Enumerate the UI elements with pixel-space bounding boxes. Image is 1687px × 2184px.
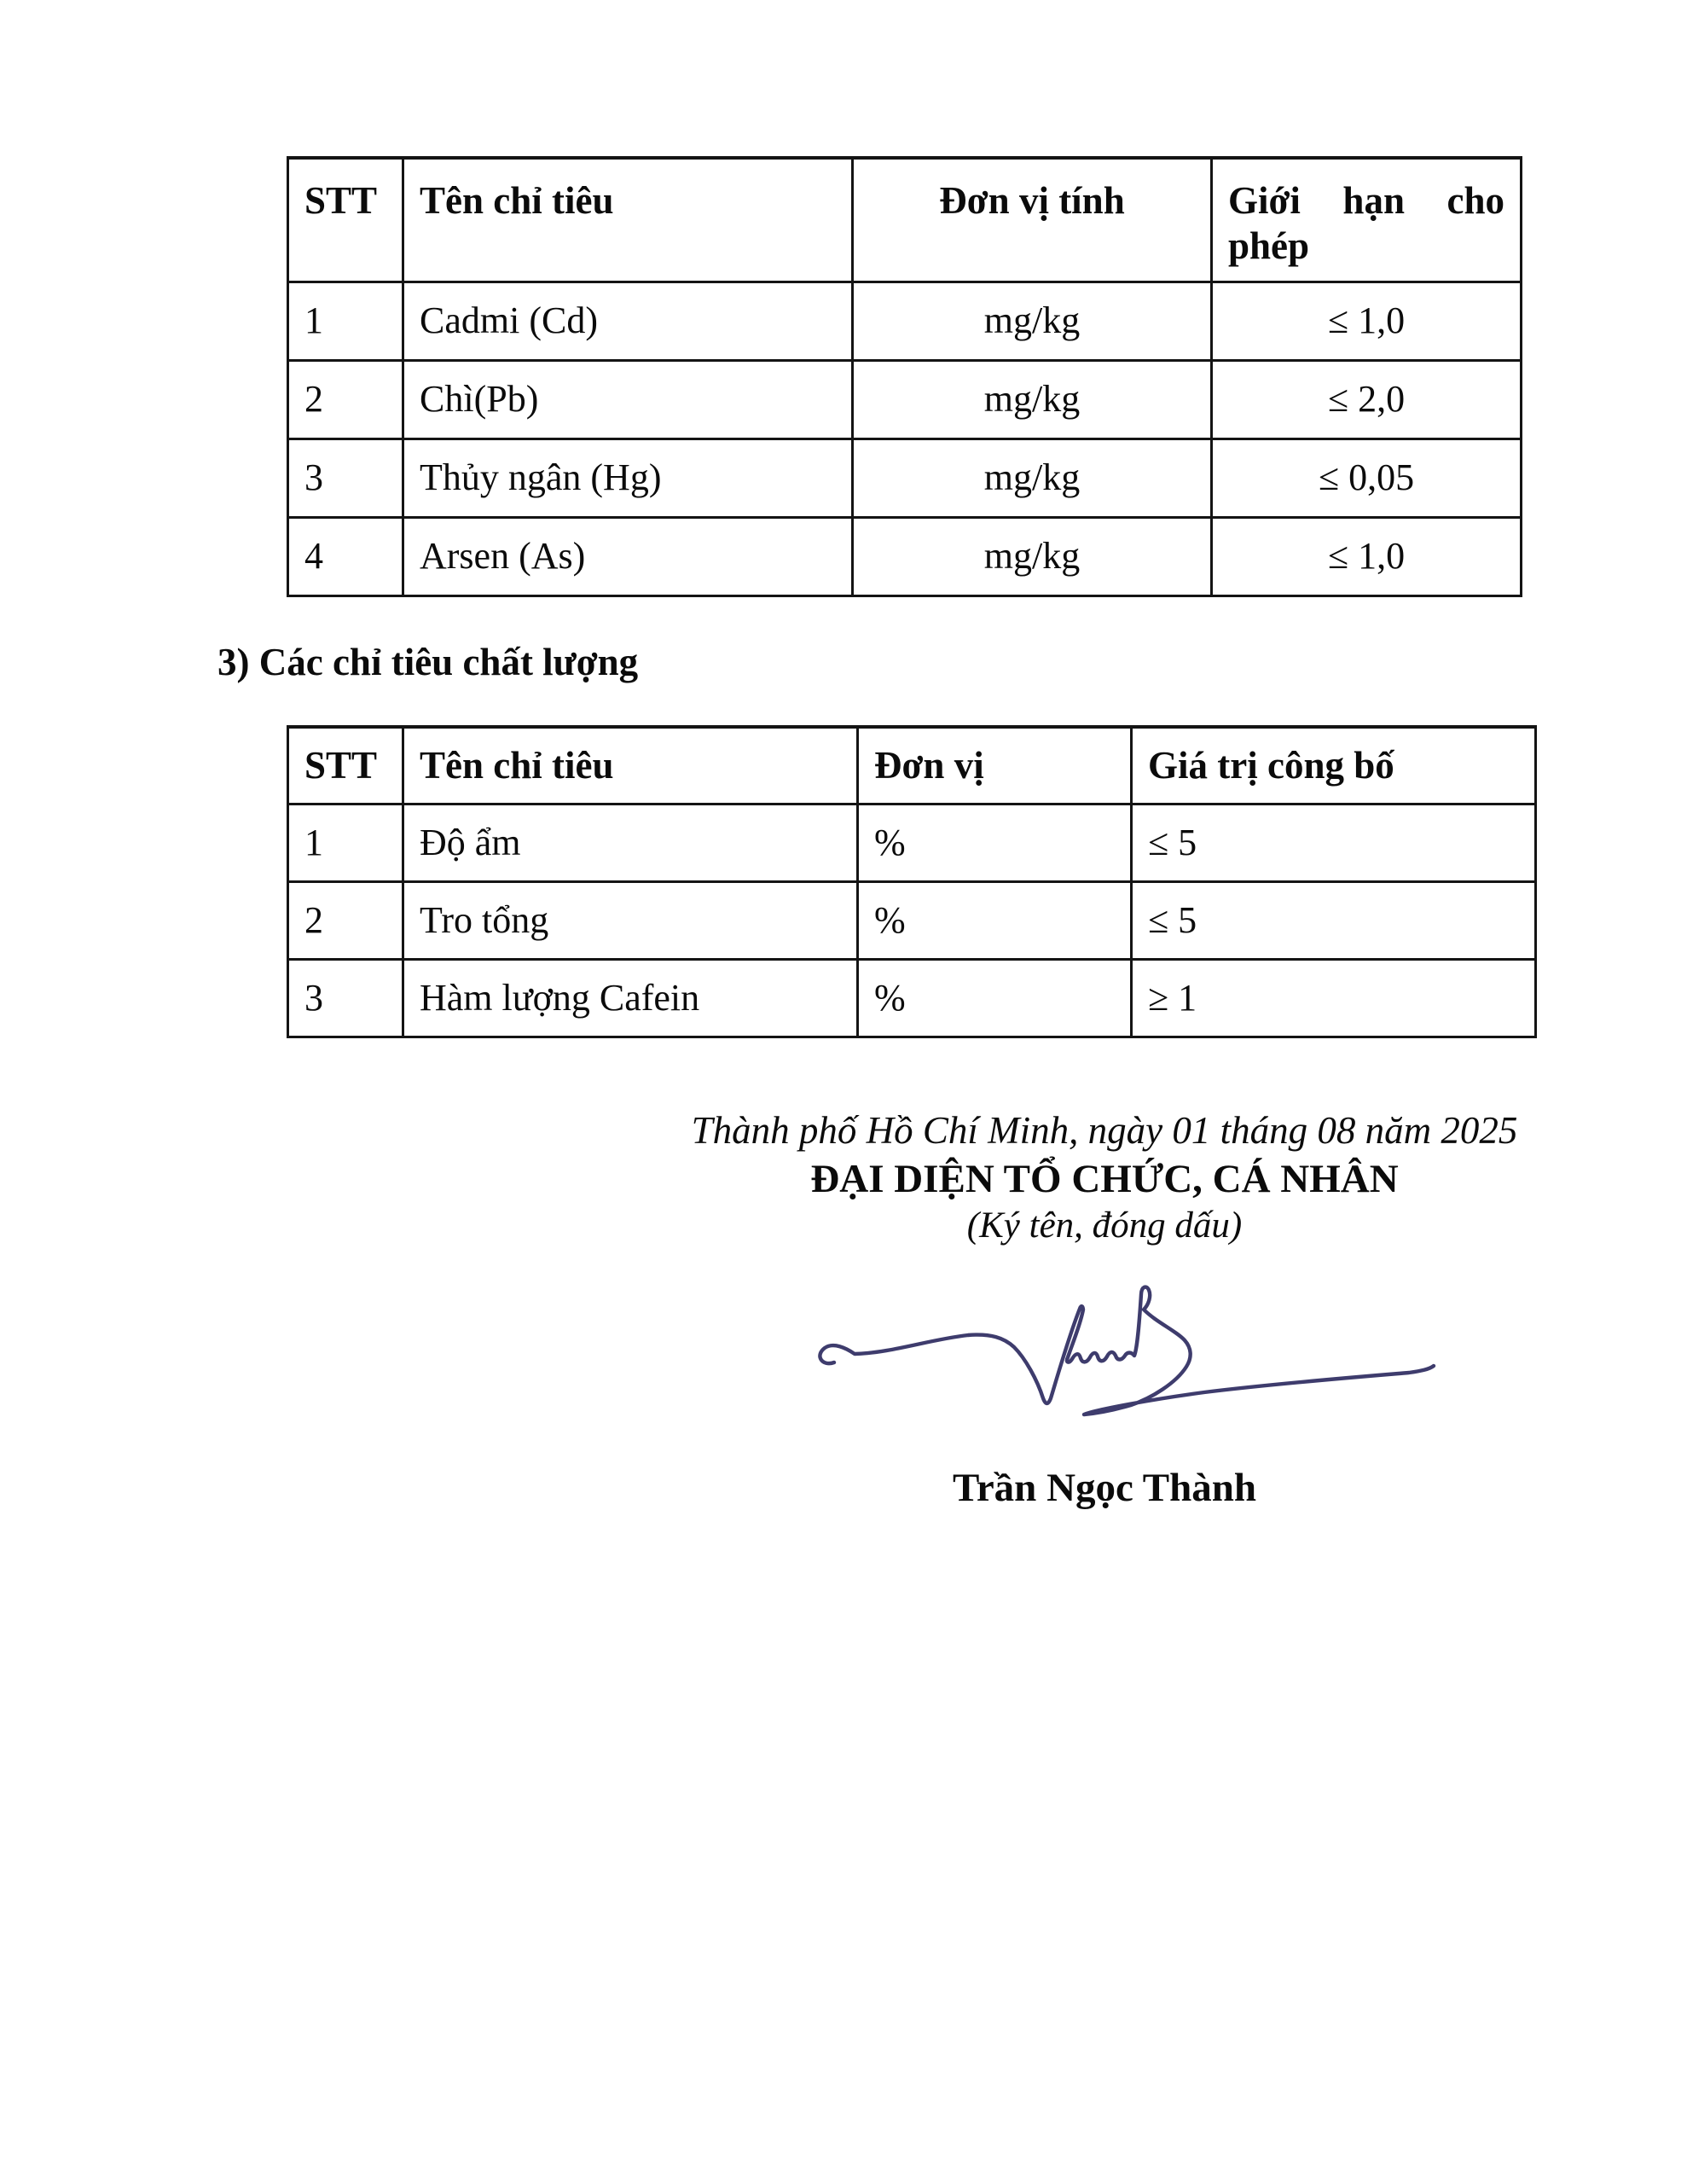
cell-value: ≥ 1 <box>1132 959 1536 1037</box>
signature-block <box>674 1109 1535 1247</box>
cell-name: Độ ẩm <box>403 804 858 881</box>
cell-unit: % <box>858 881 1132 959</box>
table-row <box>288 360 1522 439</box>
table-row <box>288 517 1522 595</box>
sign-instruction-line: (Ký tên, đóng dấu) <box>966 1205 1243 1246</box>
cell-limit: ≤ 1,0 <box>1212 517 1522 595</box>
cell-value: ≤ 5 <box>1132 881 1536 959</box>
cell-name: Thủy ngân (Hg) <box>403 439 853 517</box>
section-heading: 3) Các chỉ tiêu chất lượng <box>217 641 639 683</box>
cell-unit: % <box>858 804 1132 881</box>
header-don-vi-tinh: Đơn vị tính <box>853 158 1212 282</box>
place-date-line: Thành phố Hồ Chí Minh, ngày 01 tháng 08 năm 2025 <box>691 1109 1518 1152</box>
cell-unit: % <box>858 959 1132 1037</box>
cell-name: Arsen (As) <box>403 517 853 595</box>
signer-name: Trần Ngọc Thành <box>952 1466 1257 1510</box>
cell-unit: mg/kg <box>853 517 1212 595</box>
cell-unit: mg/kg <box>853 282 1212 360</box>
header-ten-chi-tieu: Tên chỉ tiêu <box>403 158 853 282</box>
cell-stt: 4 <box>288 517 403 595</box>
table-row <box>288 439 1522 517</box>
table-row <box>288 282 1522 360</box>
table-header-row <box>288 727 1536 804</box>
header-stt: STT <box>288 158 403 282</box>
table-row <box>288 959 1536 1037</box>
header-ten-chi-tieu: Tên chỉ tiêu <box>403 727 858 804</box>
cell-unit: mg/kg <box>853 439 1212 517</box>
representative-line: ĐẠI DIỆN TỔ CHỨC, CÁ NHÂN <box>810 1157 1399 1201</box>
cell-limit: ≤ 0,05 <box>1212 439 1522 517</box>
header-gioi-han-cho-phep: Giới hạn cho phép <box>1212 158 1522 282</box>
quality-criteria-table <box>287 725 1537 1038</box>
cell-limit: ≤ 1,0 <box>1212 282 1522 360</box>
cell-value: ≤ 5 <box>1132 804 1536 881</box>
header-gia-tri-cong-bo: Giá trị công bố <box>1132 727 1536 804</box>
cell-name: Cadmi (Cd) <box>403 282 853 360</box>
table-header-row <box>288 158 1522 282</box>
header-stt: STT <box>288 727 403 804</box>
cell-unit: mg/kg <box>853 360 1212 439</box>
cell-limit: ≤ 2,0 <box>1212 360 1522 439</box>
cell-stt: 3 <box>288 959 403 1037</box>
table-row <box>288 881 1536 959</box>
table-row <box>288 804 1536 881</box>
cell-stt: 1 <box>288 282 403 360</box>
cell-stt: 2 <box>288 360 403 439</box>
heavy-metals-table <box>287 156 1522 597</box>
cell-name: Tro tổng <box>403 881 858 959</box>
cell-stt: 2 <box>288 881 403 959</box>
signature-stroke <box>820 1287 1434 1414</box>
header-don-vi: Đơn vị <box>858 727 1132 804</box>
cell-name: Hàm lượng Cafein <box>403 959 858 1037</box>
cell-stt: 1 <box>288 804 403 881</box>
cell-name: Chì(Pb) <box>403 360 853 439</box>
cell-stt: 3 <box>288 439 403 517</box>
